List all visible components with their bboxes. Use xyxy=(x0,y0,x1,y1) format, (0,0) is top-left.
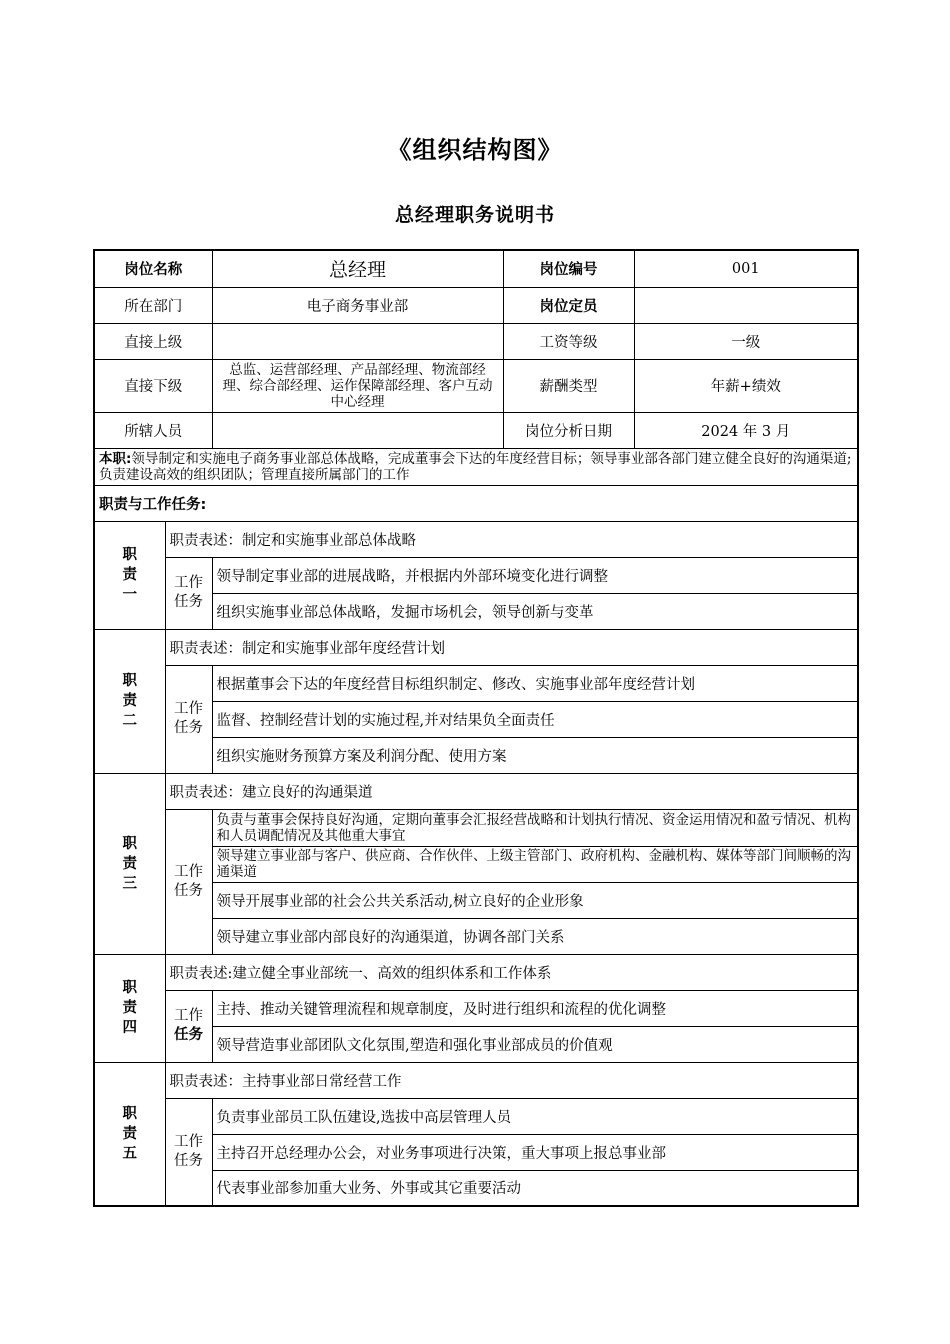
task-label-text: 工作任务 xyxy=(174,1133,203,1169)
duty-statement-row xyxy=(94,1062,858,1098)
duty-label-text: 职责五 xyxy=(122,1105,137,1162)
staff-label: 所辖人员 xyxy=(94,412,212,448)
summary-cell xyxy=(94,448,858,485)
task-label xyxy=(165,557,212,629)
task-label-line1: 工作 xyxy=(174,1008,203,1024)
task-item: 负责事业部员工队伍建设,选拔中高层管理人员 xyxy=(212,1098,858,1134)
task-label xyxy=(165,665,212,773)
summary-row xyxy=(94,448,858,485)
position-no-label: 岗位编号 xyxy=(503,250,634,287)
salary-grade-label: 工资等级 xyxy=(503,323,634,359)
position-no-value: 001 xyxy=(634,250,858,287)
duty-statement: 职责表述：制定和实施事业部年度经营计划 xyxy=(165,629,858,665)
duty-statement: 职责表述：制定和实施事业部总体战略 xyxy=(165,521,858,557)
task-item: 主持、推动关键管理流程和规章制度，及时进行组织和流程的优化调整 xyxy=(212,990,858,1026)
task-label-text: 工作任务 xyxy=(174,701,203,736)
headcount-label: 岗位定员 xyxy=(503,287,634,323)
duty-label xyxy=(94,954,165,1062)
info-row xyxy=(94,359,858,412)
salary-grade-value: 一级 xyxy=(634,323,858,359)
duty-label-text: 职责二 xyxy=(122,673,137,729)
duties-header-row xyxy=(94,485,858,521)
duty-statement-row xyxy=(94,954,858,990)
position-name-label: 岗位名称 xyxy=(94,250,212,287)
task-item: 领导制定事业部的进展战略，并根据内外部环境变化进行调整 xyxy=(212,557,858,593)
task-item: 负责与董事会保持良好沟通，定期向董事会汇报经营战略和计划执行情况、资金运用情况和盈亏情况、机构和人员调配情况及其他重大事宜 xyxy=(212,809,858,846)
duty-label xyxy=(94,773,165,954)
task-item: 监督、控制经营计划的实施过程,并对结果负全面责任 xyxy=(212,701,858,737)
superior-value xyxy=(212,323,503,359)
pay-type-label: 薪酬类型 xyxy=(503,359,634,412)
task-item: 领导建立事业部内部良好的沟通渠道，协调各部门关系 xyxy=(212,918,858,954)
pay-type-value: 年薪+绩效 xyxy=(634,359,858,412)
duty-statement-row xyxy=(94,629,858,665)
staff-value xyxy=(212,412,503,448)
task-item: 领导开展事业部的社会公共关系活动,树立良好的企业形象 xyxy=(212,882,858,918)
task-item: 领导营造事业部团队文化氛围,塑造和强化事业部成员的价值观 xyxy=(212,1026,858,1062)
headcount-value xyxy=(634,287,858,323)
task-item: 主持召开总经理办公会，对业务事项进行决策，重大事项上报总事业部 xyxy=(212,1134,858,1170)
duty-statement: 职责表述：主持事业部日常经营工作 xyxy=(165,1062,858,1098)
info-row xyxy=(94,287,858,323)
task-item: 领导建立事业部与客户、供应商、合作伙伴、上级主管部门、政府机构、金融机构、媒体等部门间顺畅的沟通渠道 xyxy=(212,846,858,882)
analysis-date-label: 岗位分析日期 xyxy=(503,412,634,448)
summary-label: 本职: xyxy=(99,450,132,467)
task-item: 组织实施事业部总体战略，发掘市场机会，领导创新与变革 xyxy=(212,593,858,629)
task-item: 组织实施财务预算方案及利润分配、使用方案 xyxy=(212,737,858,773)
duty-statement-row xyxy=(94,521,858,557)
department-label: 所在部门 xyxy=(94,287,212,323)
duties-header: 职责与工作任务: xyxy=(94,485,858,521)
duty-label-text: 职责一 xyxy=(122,547,137,603)
document-subtitle: 总经理职务说明书 xyxy=(394,204,555,226)
task-row xyxy=(94,809,858,846)
task-label-text: 工作任务 xyxy=(174,575,203,610)
duty-label xyxy=(94,1062,165,1206)
task-item: 根据董事会下达的年度经营目标组织制定、修改、实施事业部年度经营计划 xyxy=(212,665,858,701)
task-label-line2: 任务 xyxy=(174,1027,203,1043)
duty-label-text: 职责四 xyxy=(122,980,137,1036)
superior-label: 直接上级 xyxy=(94,323,212,359)
task-item: 代表事业部参加重大业务、外事或其它重要活动 xyxy=(212,1170,858,1206)
info-row xyxy=(94,412,858,448)
duty-label xyxy=(94,629,165,773)
summary-text: 领导制定和实施电子商务事业部总体战略，完成董事会下达的年度经营目标；领导事业部各部门建立健全良好的沟通渠道;负责建设高效的组织团队；管理直接所属部门的工作 xyxy=(99,450,852,483)
info-row xyxy=(94,250,858,287)
info-row xyxy=(94,323,858,359)
subordinate-label: 直接下级 xyxy=(94,359,212,412)
duty-label xyxy=(94,521,165,629)
task-row xyxy=(94,990,858,1026)
subordinate-value: 总监、运营部经理、产品部经理、物流部经理、综合部经理、运作保障部经理、客户互动中心经理 xyxy=(212,359,503,412)
document-title: 《组织结构图》 xyxy=(387,136,563,164)
task-row xyxy=(94,1098,858,1134)
task-label xyxy=(165,1098,212,1206)
duty-statement: 职责表述：建立良好的沟通渠道 xyxy=(165,773,858,809)
task-row xyxy=(94,557,858,593)
duty-statement-row xyxy=(94,773,858,809)
duty-label-text: 职责三 xyxy=(122,835,137,892)
analysis-date-value: 2024 年 3 月 xyxy=(634,412,858,448)
task-label xyxy=(165,809,212,954)
position-name-value: 总经理 xyxy=(212,250,503,287)
task-label-text: 工作任务 xyxy=(174,863,203,899)
department-value: 电子商务事业部 xyxy=(212,287,503,323)
task-row xyxy=(94,665,858,701)
job-description-table xyxy=(93,249,859,1207)
task-label xyxy=(165,990,212,1062)
duty-statement: 职责表述:建立健全事业部统一、高效的组织体系和工作体系 xyxy=(165,954,858,990)
